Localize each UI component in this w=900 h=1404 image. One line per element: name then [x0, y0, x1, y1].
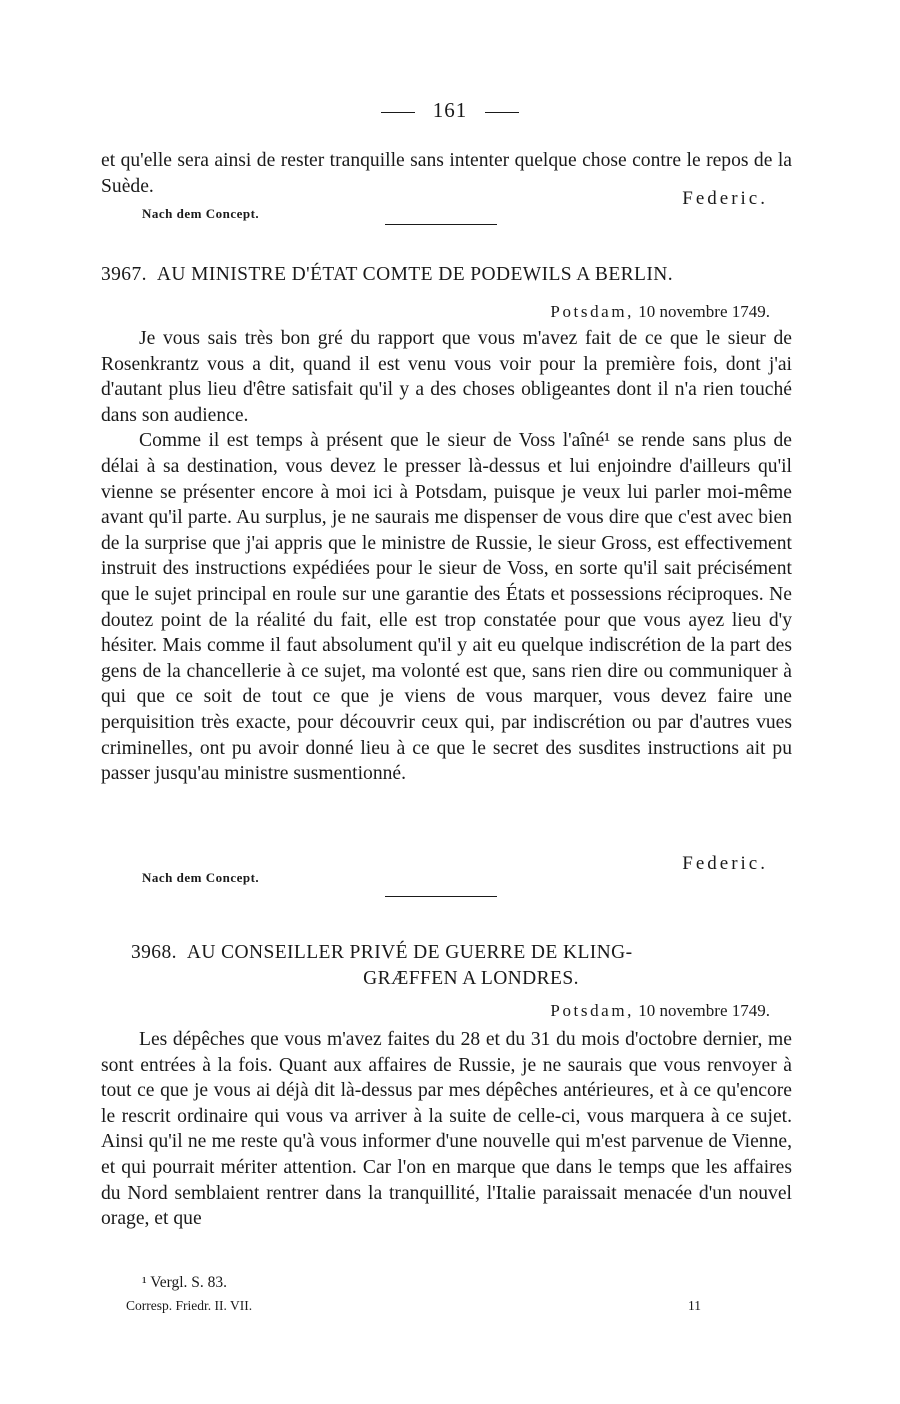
signature: Federic. — [682, 853, 768, 874]
paragraph: Les dépêches que vous m'avez faites du 28 et du 31 du mois d'octobre dernier, me sont entrées à la fois. Quant aux affaires de Russie, je ne saurais que vous renvoyer à tout ce que je vous ai déjà dit là-dessus par mes dépêches antérieures, et à ce qu'encore le rescrit ordinaire qui vous va arriver à la suite de celle-ci, vous marquera à ce sujet. Ainsi qu'il ne me reste qu'à vous informer d'une nouvelle qui m'est parvenue de Vienne, et qui pourrait mériter attention. Car l'on en marque que dans le temps que les affaires du Nord semblaient rentrer dans la tranquillité, l'Italie paraissait menacée d'un nouvel orage, et que — [101, 1029, 792, 1230]
letter-body — [101, 326, 792, 787]
paragraph: Comme il est temps à présent que le sieur de Voss l'aîné¹ se rende sans plus de délai à sa destination, vous devez le presser là-dessus et lui enjoindre d'ailleurs qu'il vienne se présenter encore à moi ici à Potsdam, puisque je veux lui parler moi-même avant qu'il parte. Au surplus, je ne saurais me dispenser de vous dire que c'est avec bien de la surprise que j'ai appris que le ministre de Russie, le sieur Gross, est effectivement instruit des instructions expédiées pour le sieur de Voss, en sorte qu'il sait précisément que le sujet principal en roule sur une garantie des États et possessions réciproques. Ne doutez point de la réalité du fait, elle est trop constatée pour que vous ayez lieu d'y hésiter. Mais comme il faut absolument qu'il y ait eu quelque indiscrétion de la part des gens de la chancellerie à ce sujet, ma volonté est que, sans rien dire ou communiquer à qui que ce soit de tout ce que je viens de vous marquer, vous devez faire une perquisition très exacte, pour découvrir ceux qui, par indiscrétion ou par d'autres vues criminelles, ont pu avoir donné lieu à ce que le secret des susdites instructions ait pu passer jusqu'au ministre susmentionné. — [101, 430, 792, 785]
letter-title-continued: GRÆFFEN A LONDRES. — [363, 968, 579, 989]
prev-letter-text: et qu'elle sera ainsi de rester tranquille sans intenter quelque chose contre le repos de la Suède. — [101, 150, 792, 197]
letter-number: 3967. — [101, 264, 147, 285]
page-number: 161 — [0, 98, 900, 123]
signature-mark: Corresp. Friedr. II. VII. — [126, 1298, 253, 1313]
source-note: Nach dem Concept. — [142, 206, 260, 221]
source-note: Nach dem Concept. — [142, 870, 260, 885]
paragraph: Je vous sais très bon gré du rapport que vous m'avez fait de ce que le sieur de Rosenkrantz vous a dit, quand il est venu vous voir pour la première fois, dont j'ai d'autant plus lieu d'être satisfait qu'il y a des choses obligeantes dont il n'a rien touché dans son audience. — [101, 328, 792, 426]
section-divider — [385, 224, 497, 225]
dateline: Potsdam, 10 novembre 1749. — [550, 302, 770, 321]
letter-title: AU MINISTRE D'ÉTAT COMTE DE PODEWILS A BERLIN. — [156, 264, 674, 285]
signature: Federic. — [682, 188, 768, 209]
footnote: ¹ Vergl. S. 83. — [142, 1274, 228, 1291]
letter-number: 3968. — [131, 942, 177, 963]
letter-heading — [101, 262, 796, 288]
letter-body — [101, 1027, 792, 1232]
dateline: Potsdam, 10 novembre 1749. — [550, 1001, 770, 1020]
section-divider — [385, 896, 497, 897]
sheet-number: 11 — [688, 1298, 701, 1313]
letter-heading — [131, 940, 771, 992]
letter-title: AU CONSEILLER PRIVÉ DE GUERRE DE KLING- — [186, 942, 633, 963]
